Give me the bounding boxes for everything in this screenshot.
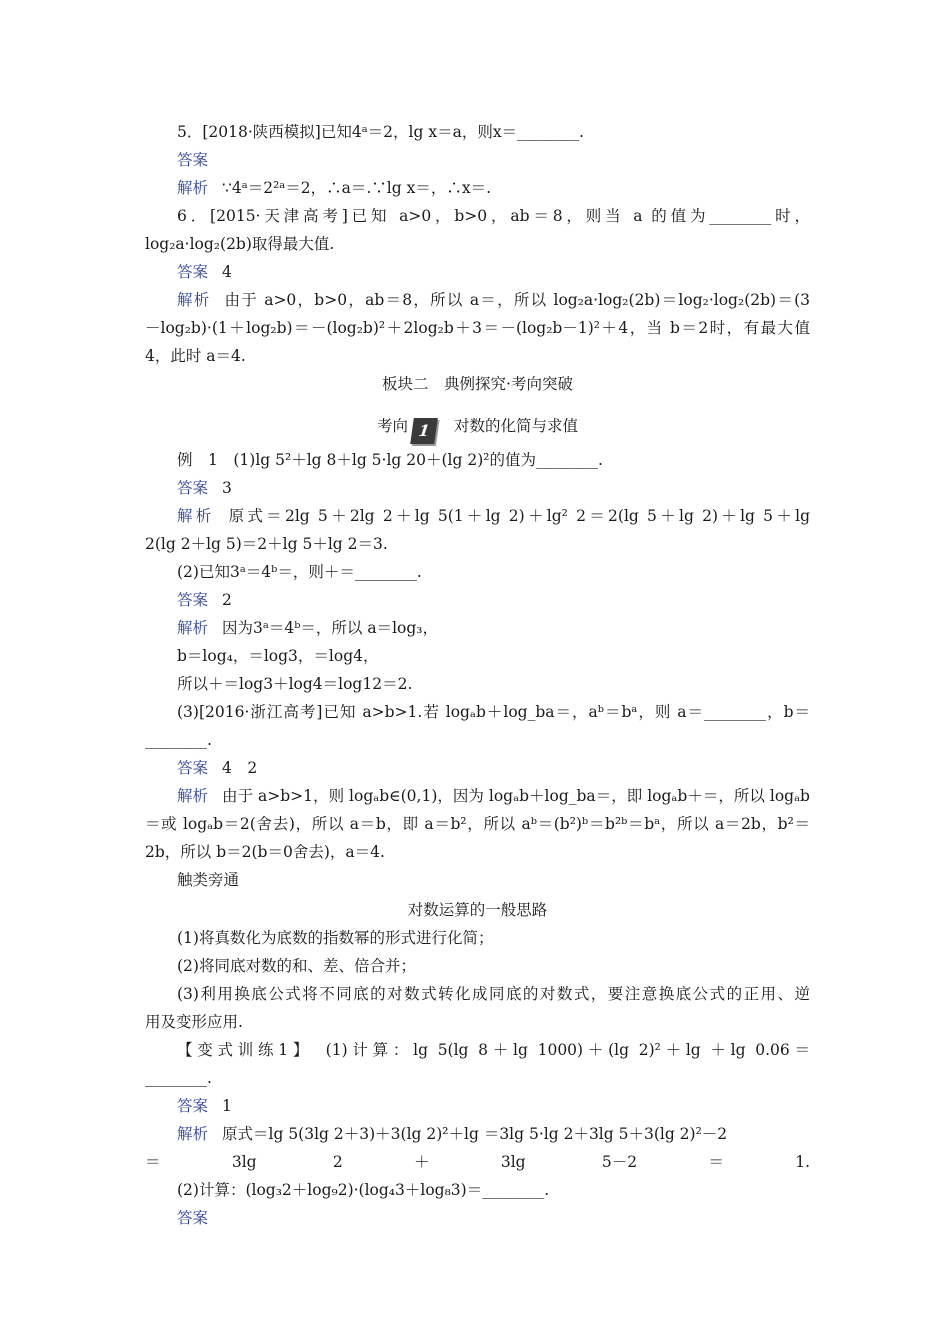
answer-line xyxy=(177,478,810,498)
text-line: log₂a·log₂(2b)取得最大值. xyxy=(145,235,335,253)
text-line: ________. xyxy=(145,1069,212,1087)
text-line: ＝3lg 2＋3lg 5－2＝1. xyxy=(145,1153,810,1171)
solution-label: 解析 xyxy=(177,1125,209,1143)
answer-text: 2 xyxy=(222,591,232,609)
section-title: 板块二 典例探究·考向突破 xyxy=(382,375,573,393)
section-title: 对数运算的一般思路 xyxy=(407,901,548,919)
solution-line xyxy=(177,618,810,638)
answer-line xyxy=(177,262,810,282)
question-line: 所以＋＝log3＋log4＝log12＝2. xyxy=(177,675,413,693)
solution-label: 解析 xyxy=(177,619,209,637)
topic-number-icon: 1 xyxy=(410,418,438,444)
answer-line xyxy=(177,758,810,778)
question-line: (3)[2016·浙江高考]已知 a>b>1.若 logₐb＋log_ba＝，aᵇ＝bᵃ，则 a＝________，b＝ xyxy=(177,703,810,721)
question-line: (2)计算：(log₃2＋log₉2)·(log₄3＋log₈3)＝________. xyxy=(177,1181,550,1199)
question-line: 【变式训练1】 (1)计算：lg 5(lg 8＋lg 1000)＋(lg 2)²＋lg ＋lg 0.06＝ xyxy=(177,1041,810,1059)
solution-label: 解析 xyxy=(177,787,209,805)
answer-line xyxy=(177,1208,810,1228)
solution-label: 解析 xyxy=(177,507,215,525)
text-line: 4，此时 a＝4. xyxy=(145,347,246,365)
answer-label: 答案 xyxy=(177,151,209,169)
answer-label: 答案 xyxy=(177,591,209,609)
answer-line xyxy=(177,590,810,610)
question-line: (2)将同底对数的和、差、倍合并； xyxy=(177,957,416,975)
solution-line xyxy=(177,1124,810,1144)
text-line: 2b，所以 b＝2(b＝0舍去)，a＝4. xyxy=(145,843,385,861)
answer-line xyxy=(177,150,810,170)
solution-line xyxy=(177,178,810,198)
solution-text: 原式＝lg 5(3lg 2＋3)＋3(lg 2)²＋lg ＝3lg 5·lg 2＋3lg 5＋3(lg 2)²－2 xyxy=(222,1125,728,1143)
solution-line xyxy=(177,290,810,310)
answer-text: 4 2 xyxy=(222,759,258,777)
question-line: 触类旁通 xyxy=(177,871,240,889)
solution-text: 因为3ᵃ＝4ᵇ＝，所以 a＝log₃， xyxy=(222,619,439,637)
topic-heading xyxy=(145,416,810,444)
text-line: 用及变形应用. xyxy=(145,1013,243,1031)
solution-line xyxy=(177,506,810,526)
question-line: 例 1 (1)lg 5²＋lg 8＋lg 5·lg 20＋(lg 2)²的值为________. xyxy=(177,451,603,469)
solution-label: 解析 xyxy=(177,291,211,309)
text-line: －log₂b)·(1＋log₂b)＝－(log₂b)²＋2log₂b＋3＝－(log₂b－1)²＋4，当 b＝2时，有最大值 xyxy=(145,319,810,337)
solution-label: 解析 xyxy=(177,179,209,197)
question-line: (3)利用换底公式将不同底的对数式转化成同底的对数式，要注意换底公式的正用、逆 xyxy=(177,985,810,1003)
solution-line xyxy=(177,786,810,806)
answer-label: 答案 xyxy=(177,263,209,281)
answer-label: 答案 xyxy=(177,1097,209,1115)
solution-text: 由于 a>0，b>0，ab＝8，所以 a＝，所以 log₂a·log₂(2b)＝log₂·log₂(2b)＝(3 xyxy=(224,291,810,309)
topic-heading-text: 对数的化简与求值 xyxy=(454,417,579,435)
answer-label: 答案 xyxy=(177,479,209,497)
answer-text: 4 xyxy=(222,263,232,281)
topic-heading-prefix: 考向 xyxy=(376,417,408,435)
answer-label: 答案 xyxy=(177,1209,209,1227)
solution-text: ∵4ᵃ＝2²ᵃ＝2，∴a＝.∵lg x＝，∴x＝. xyxy=(222,179,492,197)
question-line: (2)已知3ᵃ＝4ᵇ＝，则＋＝________. xyxy=(177,563,422,581)
question-line: b＝log₄，＝log3，＝log4， xyxy=(177,647,379,665)
question-line: 6．[2015·天津高考]已知 a>0，b>0，ab＝8，则当 a 的值为________时， xyxy=(177,207,810,225)
solution-text: 原式＝2lg 5＋2lg 2＋lg 5(1＋lg 2)＋lg² 2＝2(lg 5＋lg 2)＋lg 5＋lg xyxy=(228,507,810,525)
answer-text: 1 xyxy=(222,1097,232,1115)
answer-label: 答案 xyxy=(177,759,209,777)
answer-text: 3 xyxy=(222,479,232,497)
answer-line xyxy=(177,1096,810,1116)
solution-text: 由于 a>b>1，则 logₐb∈(0,1)，因为 logₐb＋log_ba＝，即 logₐb＋＝，所以 logₐb xyxy=(222,787,810,805)
text-line: ________. xyxy=(145,731,212,749)
question-line: (1)将真数化为底数的指数幂的形式进行化简； xyxy=(177,929,494,947)
text-line: 2(lg 2＋lg 5)＝2＋lg 5＋lg 2＝3. xyxy=(145,535,388,553)
text-line: ＝或 logₐb＝2(舍去)，所以 a＝b，即 a＝b²，所以 aᵇ＝(b²)ᵇ＝b²ᵇ＝bᵃ，所以 a＝2b，b²＝ xyxy=(145,815,810,833)
question-line: 5．[2018·陕西模拟]已知4ᵃ＝2，lg x＝a，则x＝________. xyxy=(177,123,584,141)
